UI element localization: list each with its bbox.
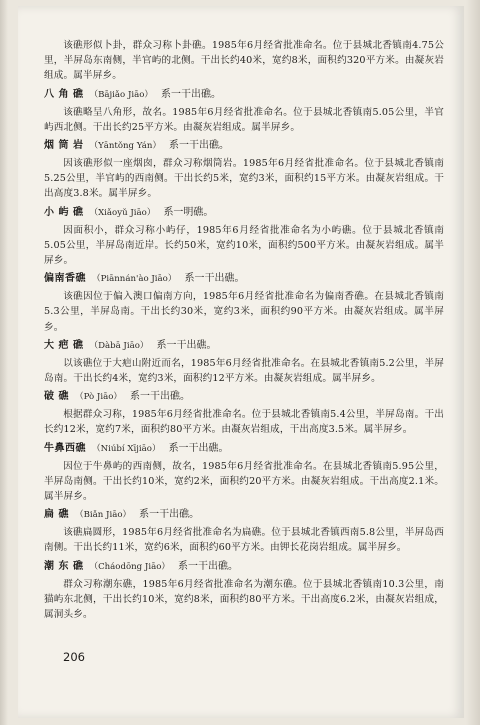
entry-pinyin: （Niúbí Xījiāo） bbox=[92, 443, 161, 454]
entry-bian bbox=[44, 505, 444, 555]
entry-pinyin: （Dàbā Jiāo） bbox=[89, 340, 149, 351]
entry-name: 大 疤 礁 bbox=[44, 339, 84, 351]
entry-heading bbox=[44, 85, 444, 105]
entry-category: 系一干出礁。 bbox=[178, 560, 238, 572]
entry-niubi bbox=[44, 439, 444, 505]
entry-text: 因位于牛鼻屿的西南侧，故名，1985年6月经省批准命名。在县城北香镇南5.95公里，半屏岛南侧。干出长约10米，宽约2米，面积约20平方米。由凝灰岩组成。干出高度2.1米。属半屏乡。 bbox=[44, 460, 444, 503]
entry-name: 扁 礁 bbox=[44, 509, 69, 521]
entry-category: 系一干出礁。 bbox=[130, 391, 191, 403]
entry-daba bbox=[44, 336, 444, 386]
entry-pinyin: （Bājiǎo Jiāo） bbox=[89, 89, 154, 100]
entry-category: 系一干出礁。 bbox=[169, 140, 230, 152]
entry-heading bbox=[44, 387, 444, 407]
entry-name: 八 角 礁 bbox=[44, 88, 84, 100]
entry-bajiao bbox=[44, 85, 444, 135]
book-spine-shadow bbox=[0, 0, 8, 725]
intro-paragraph: 该礁形似卜卦，群众习称卜卦礁。1985年6月经省批准命名。位于县城北香镇南4.75公里，半屏岛东南侧，半官屿的北侧。干出长约40米，宽约8米，面积约320平方米。由凝灰岩组成。属半屏乡。 bbox=[44, 40, 444, 82]
entry-text: 因该礁形似一座烟囱，群众习称烟筒岩。1985年6月经省批准命名。位于县城北香镇南5.25公里，半官屿的西南侧。干出长约5米，宽约3米，面积约15平方米。由凝灰岩组成。干出高度3.8米。属半屏乡。 bbox=[44, 158, 444, 200]
entry-category: 系一明礁。 bbox=[163, 206, 214, 218]
entry-text: 群众习称潮东礁，1985年6月经省批准命名为潮东礁。位于县城北香镇南10.3公里，南猫屿东北侧，干出长约10米，宽约8米，面积约80平方米。干出高度6.2米，由凝灰岩组成，属洞头乡。 bbox=[44, 578, 444, 621]
entry-chaodong bbox=[44, 557, 444, 623]
entry-text: 该礁略呈八角形，故名。1985年6月经省批准命名。位于县城北香镇南5.05公里，半官屿西北侧。干出长约25平方米。由凝灰岩组成。属半屏乡。 bbox=[44, 106, 444, 133]
entry-pinyin: （Yāntǒng Yán） bbox=[89, 141, 162, 152]
entry-category: 系一干出礁。 bbox=[161, 88, 222, 100]
entry-heading bbox=[44, 439, 444, 459]
entry-pinyin: （Cháodōng Jiāo） bbox=[89, 561, 170, 572]
entry-heading bbox=[44, 269, 444, 289]
entry-name: 潮 东 礁 bbox=[44, 560, 84, 572]
page-number: 206 bbox=[63, 650, 85, 664]
entry-heading bbox=[44, 336, 444, 356]
entry-xiaoyu bbox=[44, 203, 444, 269]
entry-piannan bbox=[44, 269, 444, 335]
page-content bbox=[44, 38, 444, 623]
entry-name: 偏南香礁 bbox=[44, 273, 86, 285]
page-edge bbox=[466, 0, 480, 725]
entry-text: 该礁扁圆形，1985年6月经省批准命名为扁礁。位于县城北香镇西南5.8公里，半屏岛西南侧。干出长约11米，宽约6米，面积约60平方米。由钾长花岗岩组成。属半屏乡。 bbox=[44, 527, 444, 554]
entry-name: 破 礁 bbox=[44, 391, 69, 403]
entry-po bbox=[44, 387, 444, 437]
entry-category: 系一干出礁。 bbox=[184, 273, 245, 285]
entry-category: 系一干出礁。 bbox=[139, 509, 200, 521]
entry-category: 系一干出礁。 bbox=[156, 339, 217, 351]
entry-pinyin: （Pò Jiāo） bbox=[74, 392, 123, 403]
entry-name: 小 屿 礁 bbox=[44, 206, 84, 218]
entry-pinyin: （Biǎn Jiāo） bbox=[74, 510, 132, 521]
entry-yantong bbox=[44, 136, 444, 202]
entry-pinyin: （Piānnán'ào Jiāo） bbox=[92, 274, 177, 285]
entry-heading bbox=[44, 505, 444, 525]
entry-text: 该礁因位于偏入澳口偏南方向，1985年6月经省批准命名为偏南香礁。在县城北香镇南5.3公里，半屏岛南。干出长约30米，宽约3米，面积约90平方米。由凝灰岩组成。属半屏乡。 bbox=[44, 291, 444, 333]
entry-category: 系一干出礁。 bbox=[168, 442, 229, 454]
entry-text: 以该礁位于大疤山附近而名，1985年6月经省批准命名。在县城北香镇南5.2公里，半屏岛南。干出长约4米，宽约3米，面积约12平方米。由凝灰岩组成。属半屏乡。 bbox=[44, 357, 444, 385]
entry-name: 牛鼻西礁 bbox=[44, 442, 86, 454]
entry-text: 因面积小，群众习称小屿仔，1985年6月经省批准命名为小屿礁。位于县城北香镇南5.05公里，半屏岛南近岸。长约50米，宽约10米，面积约500平方米。由凝灰岩组成。属半屏乡。 bbox=[44, 224, 444, 267]
entry-heading bbox=[44, 557, 444, 577]
entry-pinyin: （Xiǎoyǔ Jiāo） bbox=[89, 207, 156, 218]
entry-text: 根据群众习称，1985年6月经省批准命名。位于县城北香镇南5.4公里，半屏岛南。干出长约12米，宽约7米，面积约80平方米。由凝灰岩组成，干出高度3.5米。属半屏乡。 bbox=[44, 409, 444, 436]
entry-heading bbox=[44, 136, 444, 156]
entry-heading bbox=[44, 203, 444, 223]
entry-name: 烟 筒 岩 bbox=[44, 140, 84, 152]
